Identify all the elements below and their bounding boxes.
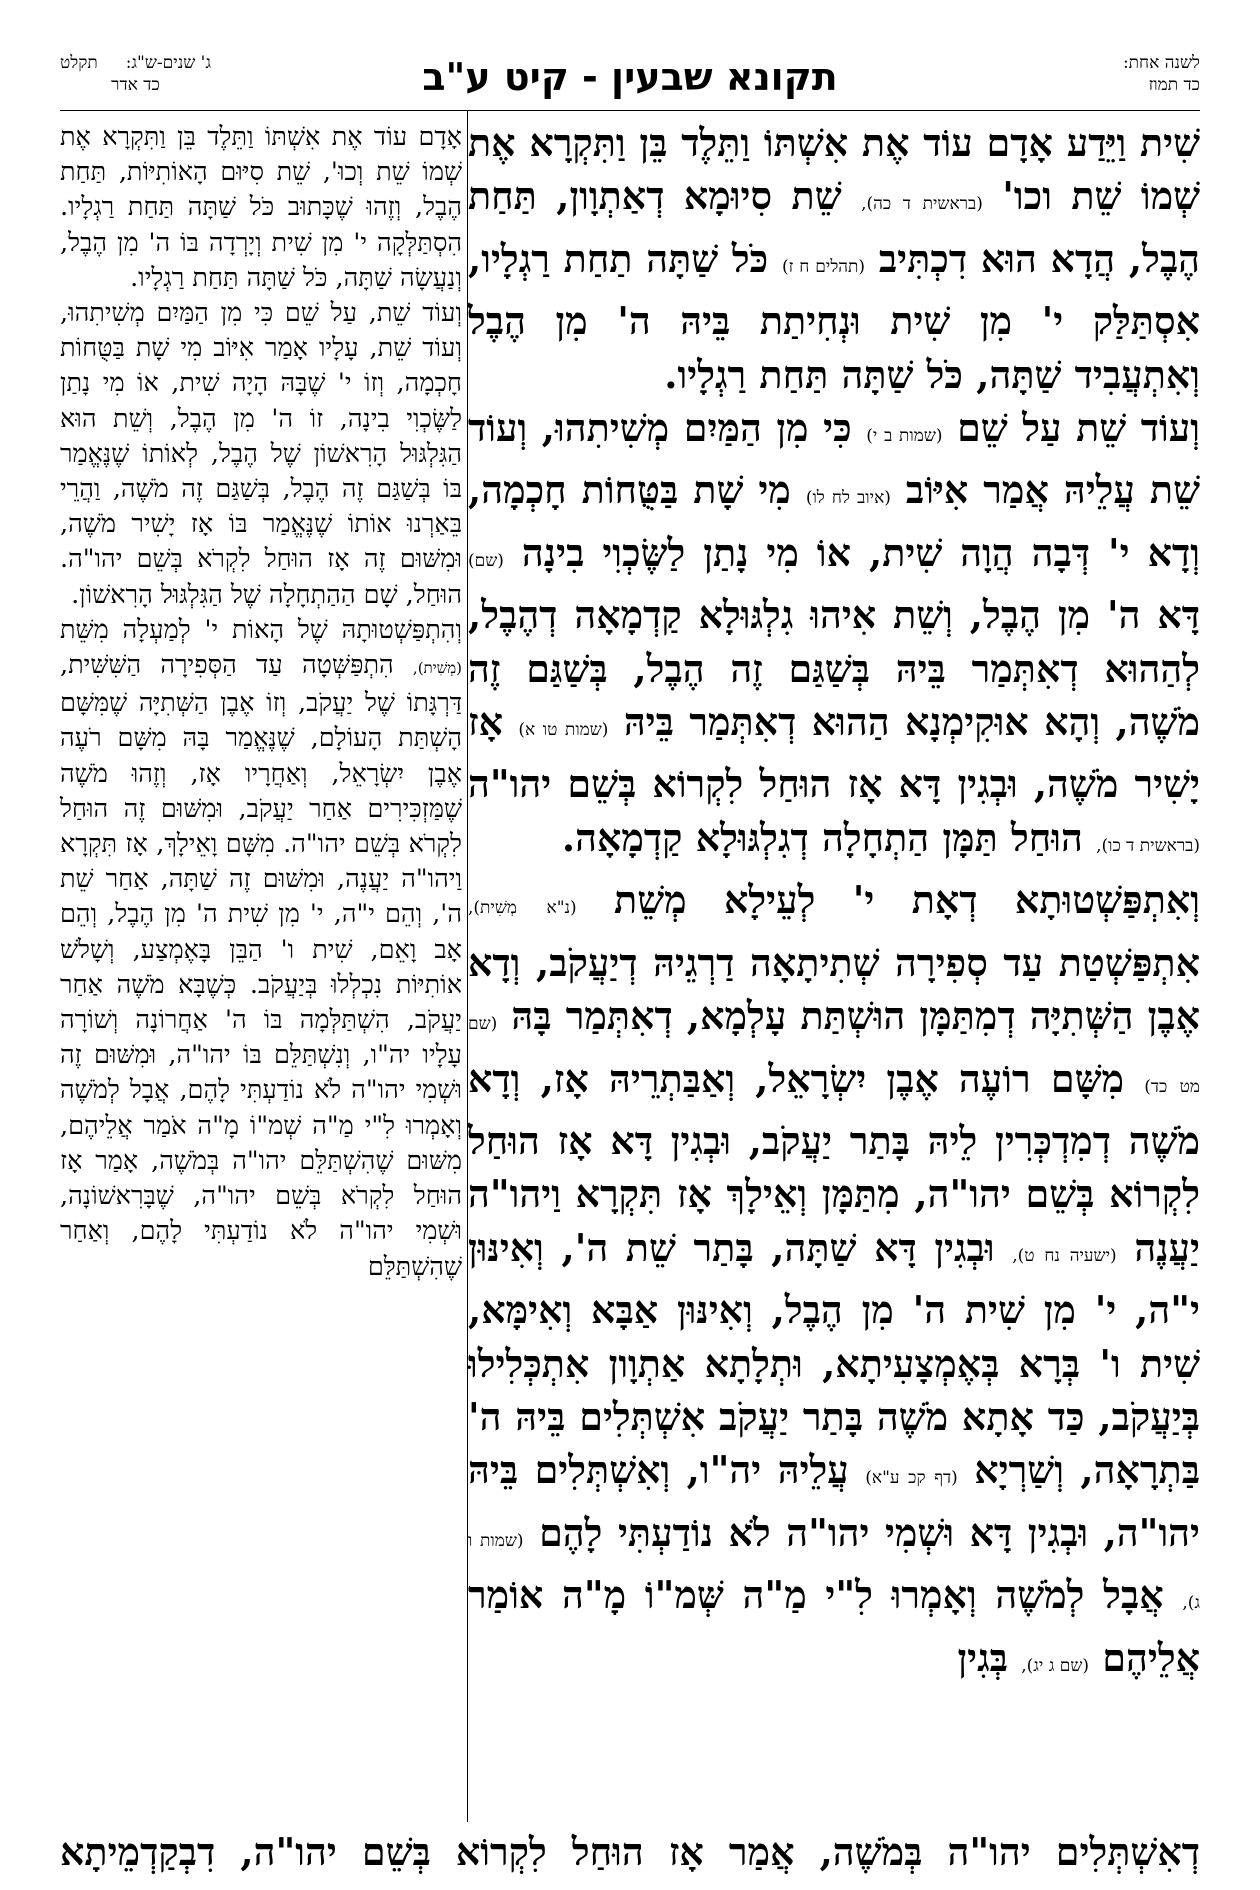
source-reference: (שם) (468, 550, 504, 571)
source-reference: (איוב לח לו) (805, 488, 891, 509)
source-reference: (בראשית ד כו), (1096, 835, 1200, 856)
source-reference: (בראשית ד כה), (861, 194, 983, 215)
main-text: אִתְפַּשְׁטַת עַד סְפִירָה שְׁתִיתָאָה דַרְגֵיהּ דְיַעֲקֹב, וְדָא אֶבֶן הַשְּׁתִיָּה דְמִתַּמָּן הוּשְׁתַּת עָלְמָא, דְאִתְּמַר בָּהּ (468, 939, 1201, 1039)
main-text-column (468, 116, 1200, 1693)
header-folio-number: תקלט (60, 53, 98, 73)
source-reference: (שם ג יג), (1021, 1655, 1090, 1676)
main-text: אֲבָל לְמֹשֶׁה וְאָמְרוּ לִ"י מַ"ה שְּׁמ"וֹ מָ"ה אוֹמַר אֲלֵיהֶם (468, 1572, 1200, 1680)
main-paragraph-2 (468, 401, 1200, 873)
main-text: הוּחַל תַּמָּן הַתְחָלָה דְגִלְגּוּלָא קַדְמָאָה. (561, 814, 1083, 860)
main-text: שִׁית וַיֵּדַע אָדָם עוֹד אֶת אִשְׁתּוֹ וַתֵּלֶד בֵּן וַתִּקְרָא אֶת שְׁמוֹ שֵׁת וכו' (468, 120, 1201, 219)
page-header (60, 52, 1200, 110)
commentary-paragraph-1: אָדָם עוֹד אֶת אִשְׁתּוֹ וַתֵּלֶד בֵּן וַתִּקְרָא אֶת שְׁמוֹ שֵׁת וְכוּ', שֵׁת סִיּוּם הָאוֹתִיּוֹת, תַּחַת הֶבֶל, וְזֶהוּ שֶׁכָּתוּב כֹּל שַׁתָּה תַּחַת רַגְלָיו. הִסְתַּלְּקָה י' מִן שִׁית וְיָרְדָה בּוֹ ה' מִן הֶבֶל, וְנַעֲשָׂה שַׁתָּה, כֹּל שַׁתָּה תַּחַת רַגְלָיו. (60, 122, 462, 293)
commentary-column (60, 120, 462, 1285)
main-text: כֹּל שַׁתָּה תַחַת רַגְלָיו, אִסְתַּלַּק י' מִן שִׁית וּנְחִיתַת בֵּיהּ ה' מִן הֶבֶל וְאִתְעֲבִיד שַׁתָּה, כֹּל שַׁתָּה תַּחַת רַגְלָיו. (468, 235, 1200, 397)
main-text: מִי שָׁת בַּטֻּחוֹת חָכְמָה, וְדָא י' דְּבָה הֲוָה שִׁית, אוֹ מִי נָתַן לַשֶּׂכְוִי בִינָה (468, 467, 1200, 575)
source-reference: (תהלים ח ז) (782, 256, 866, 277)
source-reference: (ישעיה נח ט), (1012, 1245, 1117, 1266)
main-text: וְעוֹד שֵׁת עַל שֵׁם (957, 405, 1200, 451)
main-text: אָז יָשִׁיר מֹשֶׁה, וּבְגִין דָּא אָז הוּחַל לִקְרוֹא בְּשֵׁם יהו"ה (468, 699, 1200, 807)
main-text: עֲלֵיהּ יה"ו, וְאִשְׁתְּלִים בֵּיהּ יהו"ה, וּבְגִין דָּא וּשְׁמִי יהו"ה לֹא נוֹדַעְתִּי לָהֶם (468, 1447, 1201, 1555)
commentary-text: הִתְפַּשְּׁטָה עַד הַסְּפִירָה הַשִּׁשִּׁית, דַּרְגָּתוֹ שֶׁל יַעֲקֹב, וְזוֹ אֶבֶן הַשְּׁתִיָּה שֶׁמִּשָּׁם הָשְׁתַּת הָעוֹלָם, שֶׁנֶּאֱמַר בָּהּ מִשָּׁם רֹעֶה אֶבֶן יִשְׂרָאֵל, וְאַחֲרָיו אָז, וְזֶהוּ מֹשֶׁה שֶׁמַּזְכִּירִים אַחַר יַעֲקֹב, וּמִשּׁוּם זֶה הוּחַל לִקְרֹא בְּשֵׁם יהו"ה. מִשָּׁם וָאֵילָךְ, אָז תִּקְרָא וַיהו"ה יַעֲנֶה, וּמִשּׁוּם זֶה שַׁתָּה, אַחַר שֵׁת ה', וְהֵם י"ה, י' מִן שִׁית ה' מִן הֶבֶל, וְהֵם אָב וָאֵם, שִׁית ו' הַבֵּן בָּאֶמְצַע, וְשָׁלֹשׁ אוֹתִיּוֹת נִכְלְלוּ בְּיַעֲקֹב. כְּשֶׁבָּא מֹשֶׁה אַחַר יַעֲקֹב, הִשְׁתַּלְּמָה בּוֹ ה' אַחֲרוֹנָה וְשׁוֹרָה עָלָיו יה"ו, וְנִשְׁתַּלֵּם בּוֹ יהו"ה, וּמִשּׁוּם זֶה וּשְׁמִי יהו"ה לֹא נוֹדַעְתִּי לָהֶם, אֲבָל לְמֹשֶׁה וְאָמְרוּ לִ"י מַ"ה שְׁמ"וֹ מָ"ה אֹמַר אֲלֵיהֶם, מִשּׁוּם שֶׁהִשְׁתַּלֵּם יהו"ה בְּמֹשֶׁה, אָמַר אָז הוּחַל לִקְרֹא בְּשֵׁם יהו"ה, שֶׁבָּרִאשׁוֹנָה, וּשְׁמִי יהו"ה לֹא נוֹדַעְתִּי לָהֶם, וְאַחַר שֶׁהִשְׁתַּלֵּם (60, 650, 462, 1282)
page-footer-line: דְאִשְׁתְּלִים יהו"ה בְּמֹשֶׁה, אֲמַר אָז הוּחַל לִקְרוֹא בְּשֵׁם יהו"ה, דִבְקַדְמֵיתָא (60, 1829, 1200, 1874)
page-reference: (דף קכ ע"א) (865, 1468, 958, 1489)
source-reference: (נ"א מְשִׁית), (468, 898, 577, 919)
header-one-year-label: לשנה אחת: (1122, 53, 1200, 73)
source-reference: (שמות טו א) (518, 720, 609, 741)
source-reference: (שמות ו ג), (468, 1530, 1200, 1614)
header-one-year-date: כד תמוז (1148, 75, 1200, 95)
commentary-text: וְהִתְפַּשְׁטוּתָהּ שֶׁל הָאוֹת י' לְמַעְלָה מִשֵּׁת (60, 614, 462, 645)
main-text: וְאִתְפַּשְׁטוּתָא דְאָת י' לְעֵילָא מְשֵׁת (614, 877, 1201, 923)
main-text: וּבְגִין דָּא שַׁתָּה, בָּתַר שֵׁת ה', וְאִינּוּן י"ה, י' מִן שִׁית ה' מִן הֶבֶל, וְאִינּוּן אַבָּא וְאִימָּא, שִׁית ו' בְּרָא בְּאֶמְצָעִיתָא, וּתְלָתָא אַתְוָון אִתְכְּלִילוּ בְּיַעֲקֹב, כַּד אָתָא מֹשֶׁה בָּתַר יַעֲקֹב אִשְׁתְּלִים בֵּיהּ ה' בַּתְרָאָה, וְשַׁרְיָא (468, 1224, 1201, 1493)
commentary-paragraph-3 (60, 613, 462, 1285)
main-text: כִּי מִן הַמַּיִם מְשִׁיתִהוּ, וְעוֹד שֵׁת עֲלֵיהּ אֲמַר אִיּוֹב (468, 405, 1200, 513)
main-text: מִשָּׁם רוֹעֶה אֶבֶן יִשְׂרָאֵל, וְאַבַּתְרֵיהּ אָז, וְדָא מֹשֶׁה דְמִדְכְּרִין לֵיהּ בָּתַר יַעֲקֹב, וּבְגִין דָּא אָז הוּחַל לִקְרוֹא בְּשֵׁם יהו"ה, מִתַּמָּן וְאֵילָךְ אָז תִּקְרָא וַיהו"ה יַעֲנֶה (468, 1055, 1200, 1270)
header-left (60, 52, 211, 96)
main-paragraph-3 (468, 873, 1200, 1693)
header-divider (60, 110, 1200, 111)
commentary-paragraph-2: וְעוֹד שֵׁת, עַל שֵׁם כִּי מִן הַמַּיִם מְשִׁיתִהוּ, וְעוֹד שֵׁת, עָלָיו אָמַר אִיּוֹב מִי שָׁת בַּטֻּחוֹת חָכְמָה, וְזוֹ י' שֶׁבָּהּ הָיָה שִׁית, אוֹ מִי נָתַן לַשֶּׂכְוִי בִינָה, זוֹ ה' מִן הֶבֶל, וְשֵׁת הוּא הַגִּלְגּוּל הָרִאשׁוֹן שֶׁל הֶבֶל, לְאוֹתוֹ שֶׁנֶּאֱמַר בּוֹ בְּשַׁגַּם זֶה הֶבֶל, בְּשַׁגַּם זֶה מֹשֶׁה, וַהֲרֵי בֵּאַרְנוּ אוֹתוֹ שֶׁנֶּאֱמַר בּוֹ אָז יָשִׁיר מֹשֶׁה, וּמִשּׁוּם זֶה אָז הוּחַל לִקְרֹא בְּשֵׁם יהו"ה. הוּחַל, שָׁם הַהַתְחָלָה שֶׁל הַגִּלְגּוּל הָרִאשׁוֹן. (60, 298, 462, 610)
source-reference: (שם מט כד) (468, 1014, 1200, 1097)
page-title: תקונא שבעין - קיט ע"ב (422, 55, 838, 99)
header-three-years-label: ג' שנים-ש"ג: (125, 53, 211, 73)
main-paragraph-1 (468, 116, 1200, 401)
header-three-years-date: כד אדר (111, 75, 160, 95)
main-text: דָּא ה' מִן הֶבֶל, וְשֵׁת אִיהוּ גִלְגּוּלָא קַדְמָאָה דְהֶבֶל, לְהַהוּא דְאִתְּמַר בֵּיהּ בְּשַׁגַּם זֶה הֶבֶל, בְּשַׁגַּם זֶה מֹשֶׁה, וְהָא אוּקִימְנָא הַהוּא דְאִתְּמַר בֵּיהּ (468, 592, 1200, 745)
main-text: שֵׁת סִיוּמָא דְאַתְוָון, תַּחַת הֶבֶל, הֲדָא הוּא דִכְתִּיב (468, 173, 1201, 281)
source-reference: (שמות ב י) (866, 426, 943, 447)
main-text: בְּגִין (957, 1634, 1008, 1680)
commentary-reference: (מְשִׁית), (412, 659, 462, 678)
